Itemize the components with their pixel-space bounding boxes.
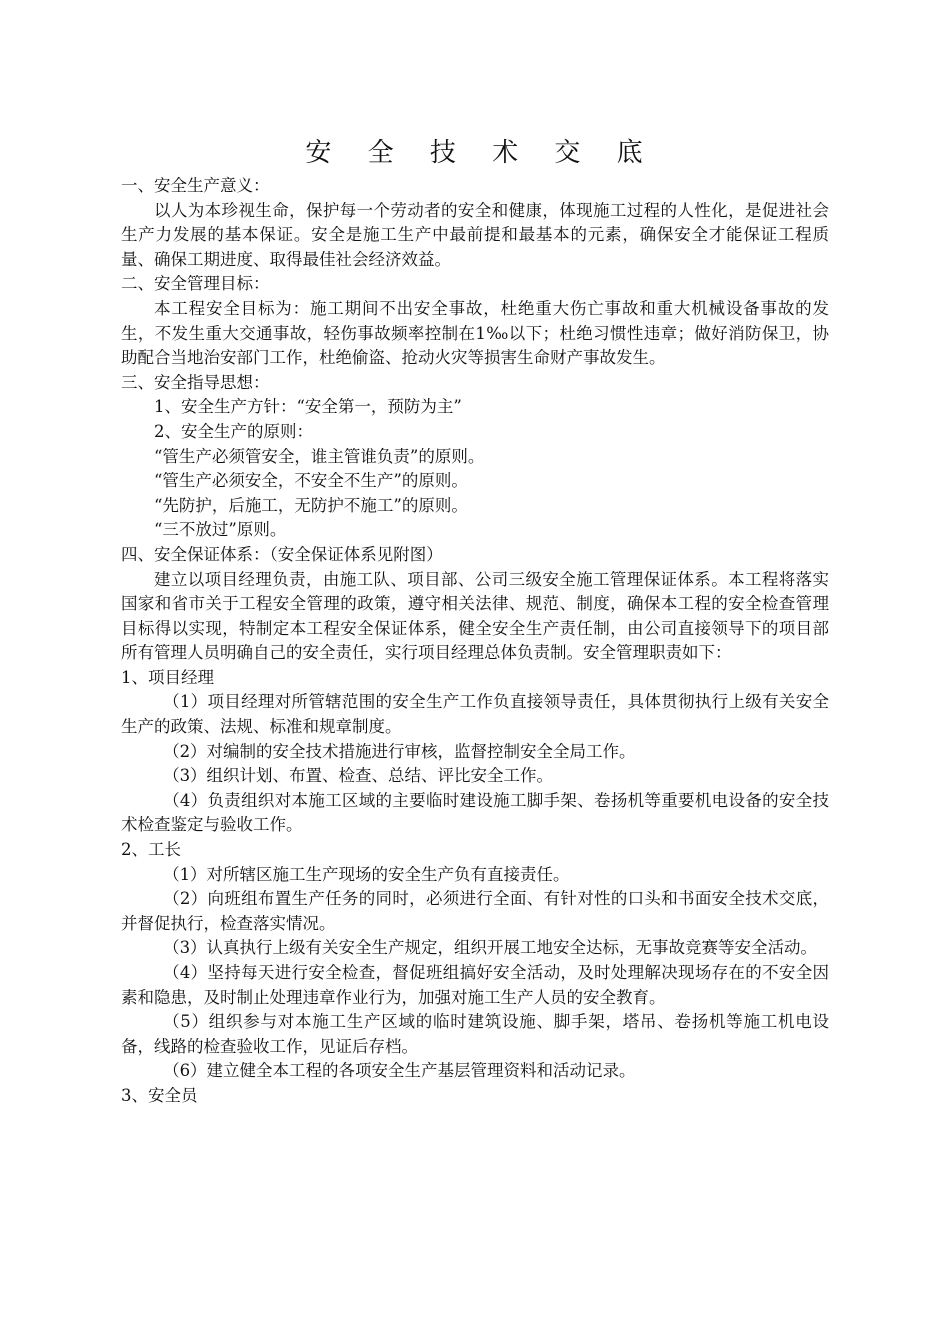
role-2-item-3: （3）认真执行上级有关安全生产规定，组织开展工地安全达标，无事故竞赛等安全活动。 [163, 938, 818, 958]
role-1-item-2: （2）对编制的安全技术措施进行审核，监督控制安全全局工作。 [163, 741, 636, 761]
role-2-item-2: （2）向班组布置生产任务的同时，必须进行全面、有针对性的口头和书面安全技术交底，并督促执行，检查落实情况。 [121, 889, 829, 933]
section-2-paragraph: 本工程安全目标为：施工期间不出安全事故，杜绝重大伤亡事故和重大机械设备事故的发生，不发生重大交通事故，轻伤事故频率控制在1‰以下；杜绝习惯性违章；做好消防保卫，协助配合当地治安部门工作，杜绝偷盗、抢动火灾等损害生命财产事故发生。 [121, 298, 829, 368]
role-2-heading: 2、工长 [121, 840, 181, 860]
guideline-item-1: 1、安全生产方针：“安全第一，预防为主” [154, 397, 462, 417]
section-3-heading: 三、安全指导思想： [121, 372, 270, 392]
role-2-item-4: （4）坚持每天进行安全检查，督促班组搞好安全活动，及时处理解决现场存在的不安全因素和隐患，及时制止处理违章作业行为，加强对施工生产人员的安全教育。 [121, 963, 829, 1007]
section-2-heading: 二、安全管理目标： [121, 274, 270, 294]
principle-1: “管生产必须管安全，谁主管谁负责”的原则。 [154, 446, 485, 466]
role-1-item-1: （1）项目经理对所管辖范围的安全生产工作负直接领导责任，具体贯彻执行上级有关安全生产的政策、法规、标准和规章制度。 [121, 692, 829, 737]
page-title: 安 全 技 术 交 底 [305, 138, 657, 168]
section-1-paragraph: 以人为本珍视生命，保护每一个劳动者的安全和健康，体现施工过程的人性化，是促进社会生产力发展的基本保证。安全是施工生产中最前提和最基本的元素，确保安全才能保证工程质量、确保工期进度、取得最佳社会经济效益。 [121, 200, 829, 269]
role-1-item-4: （4）负责组织对本施工区域的主要临时建设施工脚手架、卷扬机等重要机电设备的安全技术检查鉴定与验收工作。 [121, 790, 829, 835]
document-page [121, 136, 829, 1109]
role-1-item-3: （3）组织计划、布置、检查、总结、评比安全工作。 [163, 766, 554, 786]
principle-4: “三不放过”原则。 [154, 520, 287, 540]
guideline-item-2: 2、安全生产的原则： [154, 421, 313, 441]
role-2-item-5: （5）组织参与对本施工生产区域的临时建筑设施、脚手架，塔吊、卷扬机等施工机电设备，线路的检查验收工作，见证后存档。 [121, 1012, 829, 1056]
principle-2: “管生产必须安全，不安全不生产”的原则。 [154, 471, 468, 491]
role-2-item-1: （1）对所辖区施工生产现场的安全生产负有直接责任。 [163, 864, 570, 884]
role-3-heading: 3、安全员 [121, 1085, 198, 1105]
role-2-item-6: （6）建立健全本工程的各项安全生产基层管理资料和活动记录。 [163, 1061, 636, 1081]
section-1-heading: 一、安全生产意义： [121, 176, 270, 195]
principle-3: “先防护，后施工，无防护不施工”的原则。 [154, 495, 468, 515]
role-1-heading: 1、项目经理 [121, 667, 214, 687]
section-4-heading: 四、安全保证体系：（安全保证体系见附图） [121, 544, 443, 564]
section-4-paragraph: 建立以项目经理负责，由施工队、项目部、公司三级安全施工管理保证体系。本工程将落实国家和省市关于工程安全管理的政策，遵守相关法律、规范、制度，确保本工程的安全检查管理目标得以实现，特制定本工程安全保证体系，健全安全生产责任制，由公司直接领导下的项目部所有管理人员明确自己的安全责任，实行项目经理总体负责制。安全管理职责如下： [121, 569, 829, 663]
